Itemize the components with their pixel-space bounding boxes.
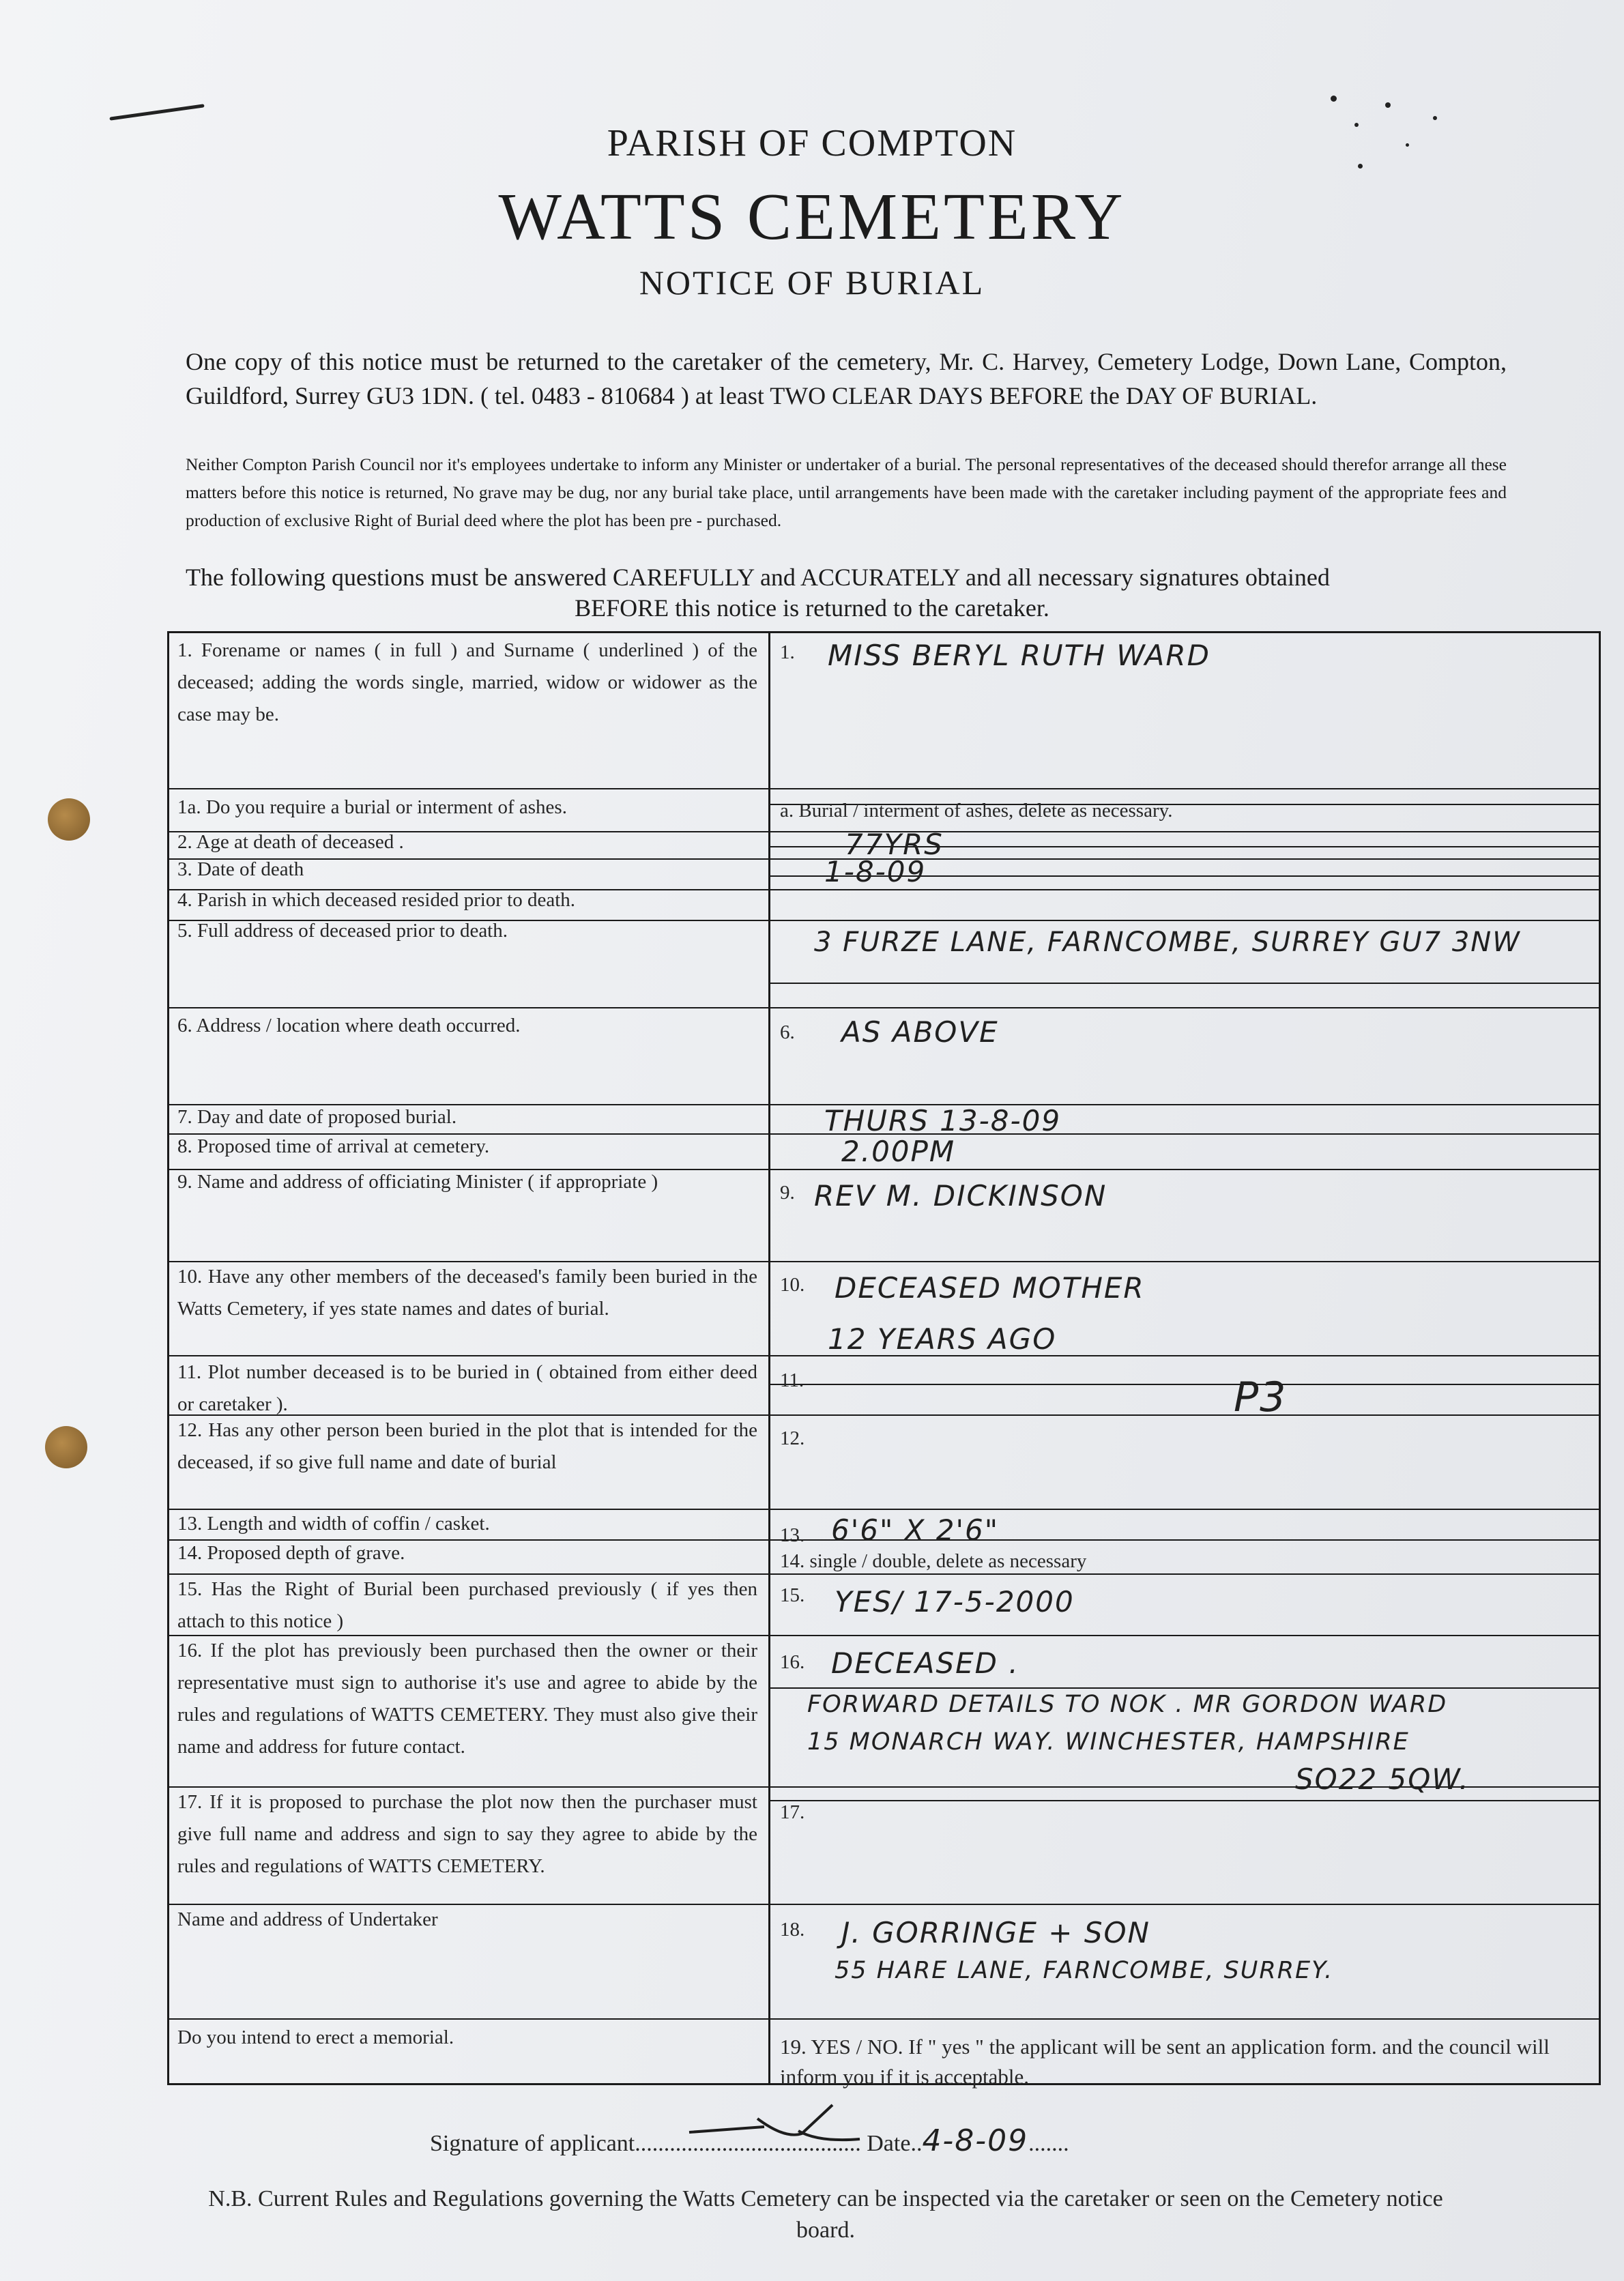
answer-number: 9. xyxy=(780,1182,795,1204)
answer-number: 11. xyxy=(780,1369,804,1391)
date-dots: .. xyxy=(910,2131,923,2156)
applicant-signature xyxy=(682,2091,887,2153)
pen-mark xyxy=(109,104,204,120)
answer-line xyxy=(770,1687,1599,1689)
signature-dots: ....................................... xyxy=(635,2131,861,2156)
next-of-kin: FORWARD DETAILS TO NOK . MR GORDON WARD xyxy=(807,1691,1448,1718)
question-12: 12. Has any other person been buried in the plot that is intended for the deceased, if so give full name and date of burial xyxy=(177,1419,757,1473)
death-location: AS ABOVE xyxy=(841,1015,999,1049)
question-13: 13. Length and width of coffin / casket. xyxy=(177,1513,490,1535)
notice-title: NOTICE OF BURIAL xyxy=(639,263,985,302)
punch-hole xyxy=(45,1426,87,1468)
answer-number: 17. xyxy=(780,1801,805,1823)
scan-speck xyxy=(1433,116,1437,120)
answer-number: 18. xyxy=(780,1919,805,1941)
date-of-death: 1-8-09 xyxy=(824,855,927,888)
undertaker-name: J. GORRINGE + SON xyxy=(841,1916,1150,1949)
undertaker-address: 55 HARE LANE, FARNCOMBE, SURREY. xyxy=(835,1957,1334,1984)
answer-number: 1. xyxy=(780,641,795,663)
answer-number: 15. xyxy=(780,1584,805,1606)
plot-owner: DECEASED . xyxy=(831,1646,1019,1680)
right-of-burial: YES/ 17-5-2000 xyxy=(835,1585,1075,1618)
question-6: 6. Address / location where death occurred. xyxy=(177,1015,521,1036)
question-17: 17. If it is proposed to purchase the plot now then the purchaser must give full name and address and sign to say they agree to abide by the rules and regulations of WATTS CEMETERY. xyxy=(177,1791,757,1877)
answer-number: 6. xyxy=(780,1021,795,1043)
question-16: 16. If the plot has previously been purchased then the owner or their representative must sign to authorise it's use and agree to abide by the rules and regulations of WATTS CEMETERY. They must also give their name and address for future contact. xyxy=(177,1640,757,1758)
grave-depth-option: 14. single / double, delete as necessary xyxy=(780,1550,1087,1572)
question-15: 15. Has the Right of Burial been purchased previously ( if yes then attach to this notice ) xyxy=(177,1578,757,1632)
burial-option: a. Burial / interment of ashes, delete as necessary. xyxy=(780,800,1173,822)
answer-line xyxy=(770,1384,1599,1385)
date-dots: ....... xyxy=(1028,2131,1069,2156)
question-2: 2. Age at death of deceased . xyxy=(177,831,404,853)
instruction-line-2: BEFORE this notice is returned to the caretaker. xyxy=(575,594,1049,622)
answer-number: 12. xyxy=(780,1427,805,1449)
row-line xyxy=(169,788,1599,789)
footnote: N.B. Current Rules and Regulations governing the Watts Cemetery can be inspected via the caretaker or seen on the Cemetery notice board. xyxy=(208,2186,1443,2243)
signature-date: 4-8-09 xyxy=(922,2123,1029,2158)
punch-hole xyxy=(48,798,90,841)
question-8: 8. Proposed time of arrival at cemetery. xyxy=(177,1135,490,1157)
disclaimer-paragraph: Neither Compton Parish Council nor it's employees undertake to inform any Minister or undertaker of a burial. The personal representatives of the deceased should therefor arrange all these matters before this notice is returned, No grave may be dug, nor any burial take place, until arrangements have been made with the caretaker including payment of the appropriate fees and production of exclusive Right of Burial deed where the plot has been pre - purchased. xyxy=(186,454,1507,530)
family-burial: DECEASED MOTHER xyxy=(835,1271,1145,1305)
row-line xyxy=(169,2018,1599,2020)
deceased-name: MISS BERYL RUTH WARD xyxy=(828,639,1210,672)
burial-form-table xyxy=(167,631,1601,2089)
answer-number: 10. xyxy=(780,1274,805,1296)
question-3: 3. Date of death xyxy=(177,858,304,880)
answer-line xyxy=(770,1800,1599,1801)
question-9: 9. Name and address of officiating Minister ( if appropriate ) xyxy=(177,1171,658,1193)
question-4: 4. Parish in which deceased resided prior to death. xyxy=(177,889,576,911)
scan-speck xyxy=(1385,102,1391,108)
minister-name: REV M. DICKINSON xyxy=(814,1179,1107,1212)
next-of-kin-postcode: SO22 5QW. xyxy=(1295,1762,1470,1796)
scan-speck xyxy=(1331,96,1337,102)
coffin-size: 6'6" X 2'6" xyxy=(831,1513,1000,1547)
question-14: 14. Proposed depth of grave. xyxy=(177,1542,405,1564)
question-7: 7. Day and date of proposed burial. xyxy=(177,1106,457,1128)
arrival-time: 2.00PM xyxy=(841,1135,956,1168)
answer-number: 16. xyxy=(780,1651,805,1673)
answer-line xyxy=(770,983,1599,984)
family-burial-date: 12 YEARS AGO xyxy=(828,1322,1057,1356)
burial-date: THURS 13-8-09 xyxy=(824,1104,1062,1137)
age-at-death: 77YRS xyxy=(845,828,944,861)
intro-paragraph: One copy of this notice must be returned to the caretaker of the cemetery, Mr. C. Harvey, Cemetery Lodge, Down Lane, Compton, Guildford, Surrey GU3 1DN. ( tel. 0483 - 810684 ) at least TWO CLEAR DAYS BEFORE the DAY OF BURIAL. xyxy=(186,348,1507,409)
deceased-address: 3 FURZE LANE, FARNCOMBE, SURREY GU7 3NW xyxy=(814,927,1521,958)
question-11: 11. Plot number deceased is to be buried in ( obtained from either deed or caretaker ). xyxy=(177,1361,757,1415)
memorial-answer: 19. YES / NO. If " yes " the applicant will be sent an application form. and the council will inform you if it is acceptable. xyxy=(780,2035,1550,2089)
question-undertaker: Name and address of Undertaker xyxy=(177,1908,438,1930)
question-memorial: Do you intend to erect a memorial. xyxy=(177,2026,454,2048)
instruction-line: The following questions must be answered CAREFULLY and ACCURATELY and all necessary signatures obtained xyxy=(186,564,1330,591)
row-line xyxy=(169,1007,1599,1008)
question-10: 10. Have any other members of the deceased's family been buried in the Watts Cemetery, if yes state names and dates of burial. xyxy=(177,1266,757,1320)
cemetery-title: WATTS CEMETERY xyxy=(498,180,1126,254)
column-divider xyxy=(768,633,770,2083)
parish-title: PARISH OF COMPTON xyxy=(607,122,1017,164)
plot-number: P3 xyxy=(1234,1374,1288,1421)
question-5: 5. Full address of deceased prior to death. xyxy=(177,920,508,942)
question-1: 1. Forename or names ( in full ) and Surname ( underlined ) of the deceased; adding the words single, married, widow or widower as the case may be. xyxy=(177,639,757,725)
answer-number: 13. xyxy=(780,1524,805,1546)
signature-label: Signature of applicant xyxy=(430,2131,635,2156)
date-label: Date xyxy=(867,2131,911,2156)
next-of-kin-address: 15 MONARCH WAY. WINCHESTER, HAMPSHIRE xyxy=(807,1728,1410,1756)
question-1a: 1a. Do you require a burial or interment of ashes. xyxy=(177,796,567,818)
